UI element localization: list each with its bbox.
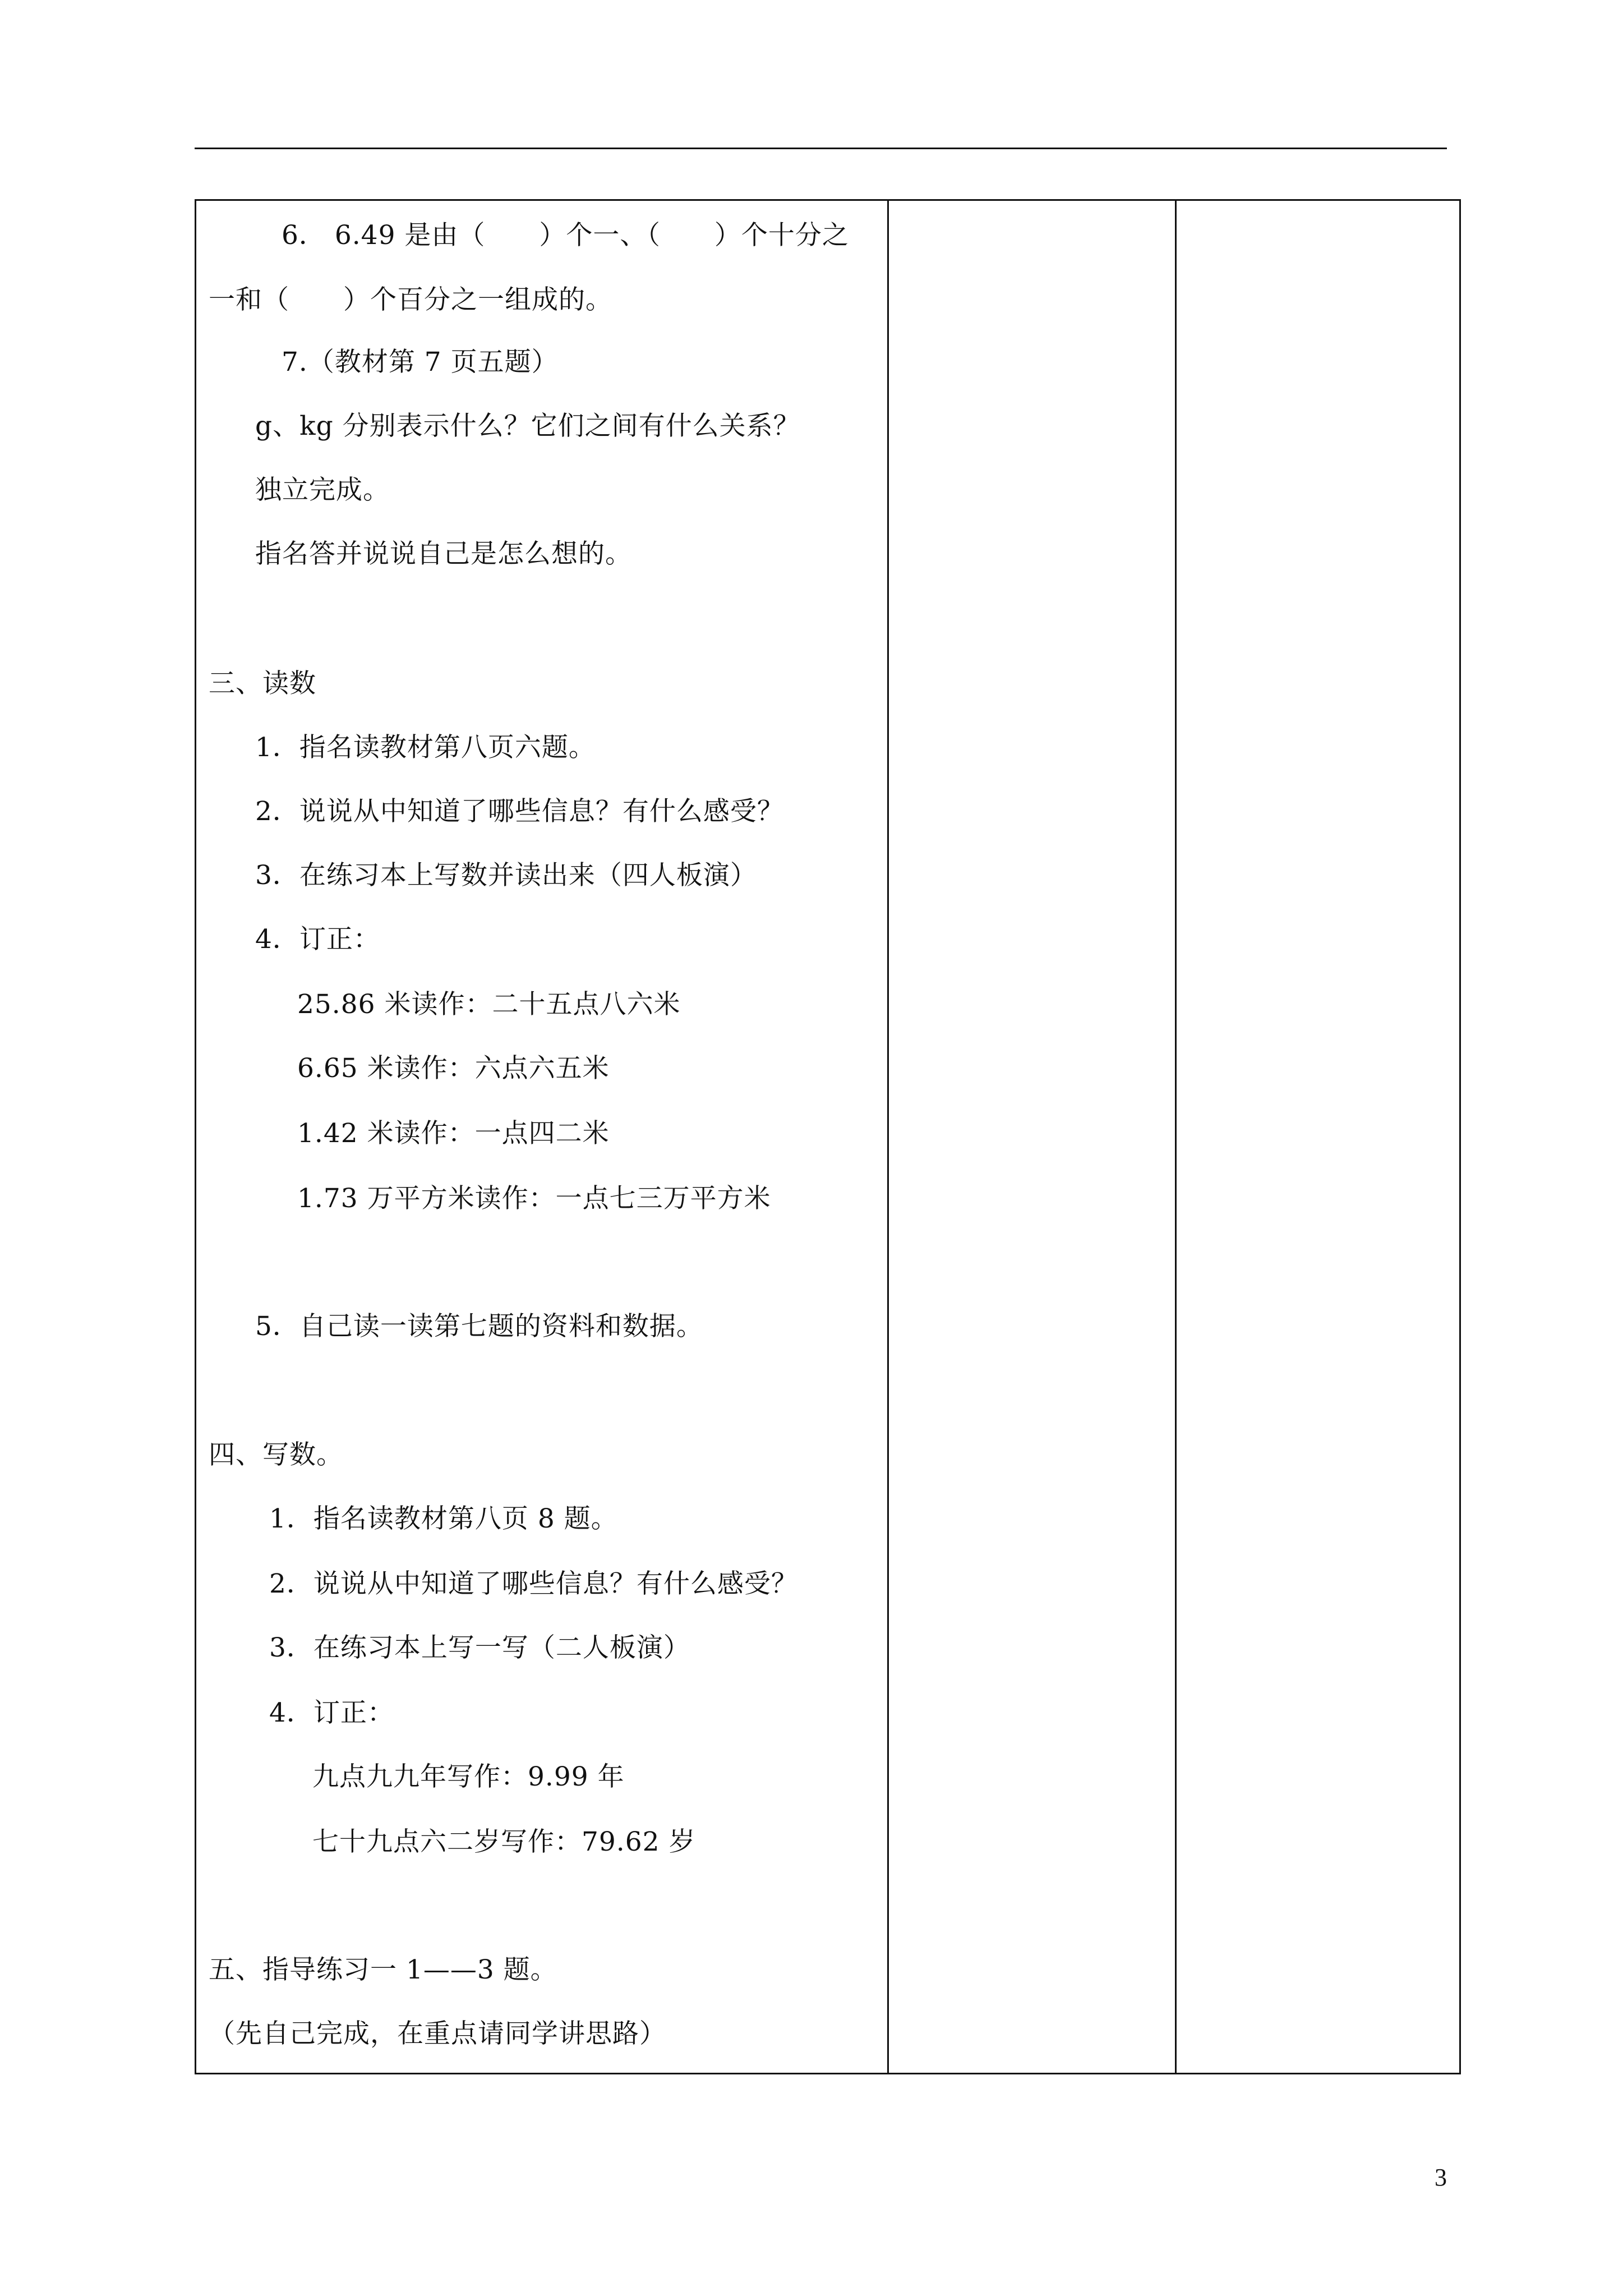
text-line: 25.86 米读作：二十五点八六米: [297, 989, 681, 1020]
text-line: 5．自己读一读第七题的资料和数据。: [255, 1311, 703, 1342]
text-line: 3．在练习本上写一写（二人板演）: [269, 1632, 690, 1663]
text-line: 7.（教材第 7 页五题）: [282, 347, 559, 378]
lesson-content-cell: [196, 201, 887, 2073]
text-line: 七十九点六二岁写作：79.62 岁: [312, 1826, 696, 1857]
text-line: 1.73 万平方米读作：一点七三万平方米: [297, 1183, 771, 1214]
lesson-table: [195, 199, 1461, 2074]
text-line: 指名答并说说自己是怎么想的。: [255, 539, 632, 569]
text-line: 6.65 米读作：六点六五米: [297, 1053, 610, 1084]
page-number: 3: [1435, 2164, 1447, 2191]
text-line: 九点九九年写作：9.99 年: [312, 1761, 625, 1792]
column-divider: [887, 201, 889, 2073]
column-divider: [1175, 201, 1177, 2073]
text-line: g、kg 分别表示什么？它们之间有什么关系？: [255, 411, 800, 441]
section-heading: 三、读数: [209, 668, 316, 699]
text-line: 4．订正：: [269, 1697, 394, 1728]
text-line: 2．说说从中知道了哪些信息？有什么感受？: [255, 796, 784, 827]
text-line: 6． 6.49 是由（ ）个一、（ ）个十分之: [282, 220, 849, 251]
section-heading: 四、写数。: [209, 1439, 343, 1470]
section-heading: 五、指导练习一 1——3 题。: [209, 1954, 557, 1985]
text-line: 1．指名读教材第八页 8 题。: [269, 1503, 618, 1534]
text-line: 3．在练习本上写数并读出来（四人板演）: [255, 860, 757, 891]
text-line: 独立完成。: [255, 475, 390, 505]
text-line: 1.42 米读作：一点四二米: [297, 1118, 610, 1149]
text-line: 2．说说从中知道了哪些信息？有什么感受？: [269, 1568, 798, 1599]
text-line: 4．订正：: [255, 924, 380, 955]
header-rule: [195, 148, 1447, 149]
text-line: 1．指名读教材第八页六题。: [255, 732, 596, 763]
text-line: （先自己完成，在重点请同学讲思路）: [209, 2018, 666, 2049]
text-line: 一和（ ）个百分之一组成的。: [209, 284, 612, 315]
